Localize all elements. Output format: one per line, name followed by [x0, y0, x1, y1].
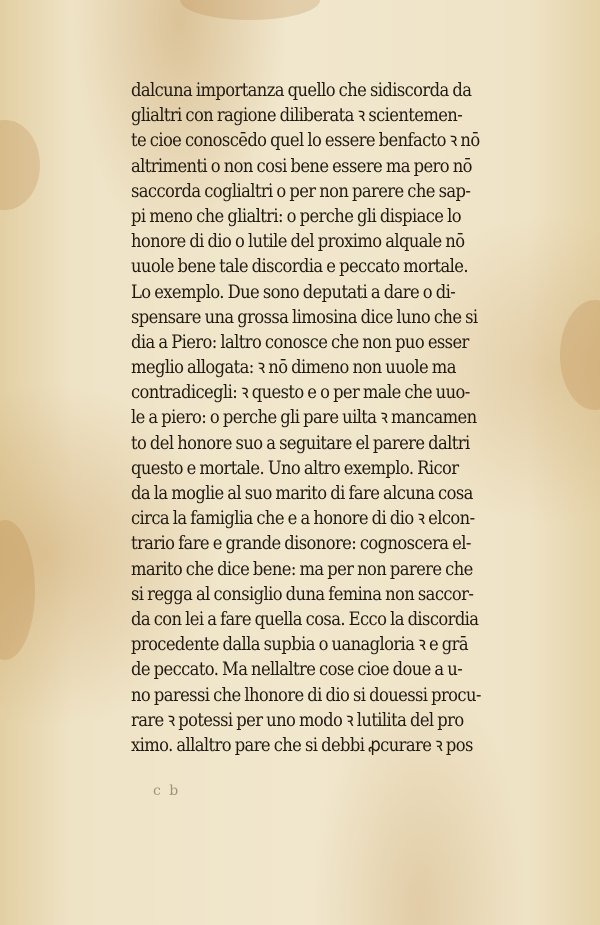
- text-line: le a piero: o perche gli pare uilta ꝛ mancamen: [131, 406, 477, 429]
- text-line: contradicegli: ꝛ questo e o per male che uuo-: [131, 381, 470, 404]
- paper-stain: [180, 0, 320, 20]
- text-line: spensare una grossa limosina dice luno che si: [131, 305, 478, 328]
- text-line: pi meno che glialtri: o perche gli dispiace lo: [131, 204, 461, 227]
- text-line: dalcuna importanza quello che sidiscorda da: [131, 79, 472, 101]
- text-line: no paressi che lhonore di dio si douessi procu-: [131, 683, 481, 706]
- text-line: marito che dice bene: ma per non parere che: [131, 557, 473, 580]
- text-line: ximo. allaltro pare che si debbi ꝓcurare ꝛ pos: [131, 733, 473, 756]
- text-line: da la moglie al suo marito di fare alcuna cosa: [131, 482, 473, 504]
- signature-mark: c b: [153, 783, 181, 799]
- text-line: da con lei a fare quella cosa. Ecco la discordia: [131, 607, 479, 630]
- text-line: circa la famiglia che e a honore di dio ꝛ elcon-: [131, 507, 475, 530]
- text-line: to del honore suo a seguitare el parere daltri: [131, 431, 470, 454]
- text-line: honore di dio o lutile del proximo alquale nō: [131, 230, 465, 253]
- paper-stain: [0, 120, 40, 210]
- paper-stain: [560, 300, 600, 410]
- text-block: [131, 78, 531, 758]
- text-line: questo e mortale. Uno altro exemplo. Ricor: [131, 456, 459, 479]
- paper-stain: [0, 520, 35, 660]
- text-line: saccorda coglialtri o per non parere che sap-: [131, 179, 471, 202]
- text-line: Lo exemplo. Due sono deputati a dare o di-: [131, 280, 456, 303]
- text-line: si regga al consiglio duna femina non saccor-: [131, 582, 474, 605]
- text-line: uuole bene tale discordia e peccato mortale.: [131, 255, 468, 278]
- text-line: te cioe conoscēdo quel lo essere benfacto ꝛ nō: [131, 129, 480, 152]
- text-line: altrimenti o non cosi bene essere ma pero nō: [131, 154, 472, 177]
- text-line: glialtri con ragione diliberata ꝛ scientemen-: [131, 104, 463, 127]
- text-line: trario fare e grande disonore: cognoscera el-: [131, 532, 471, 555]
- text-line: dia a Piero: laltro conosce che non puo esser: [131, 330, 469, 353]
- text-line: de peccato. Ma nellaltre cose cioe doue a u-: [131, 658, 463, 681]
- text-line: rare ꝛ potessi per uno modo ꝛ lutilita del pro: [131, 708, 464, 731]
- text-line: procedente dalla supbia o uanagloria ꝛ e grā: [131, 633, 468, 656]
- text-line: meglio allogata: ꝛ nō dimeno non uuole ma: [131, 356, 456, 379]
